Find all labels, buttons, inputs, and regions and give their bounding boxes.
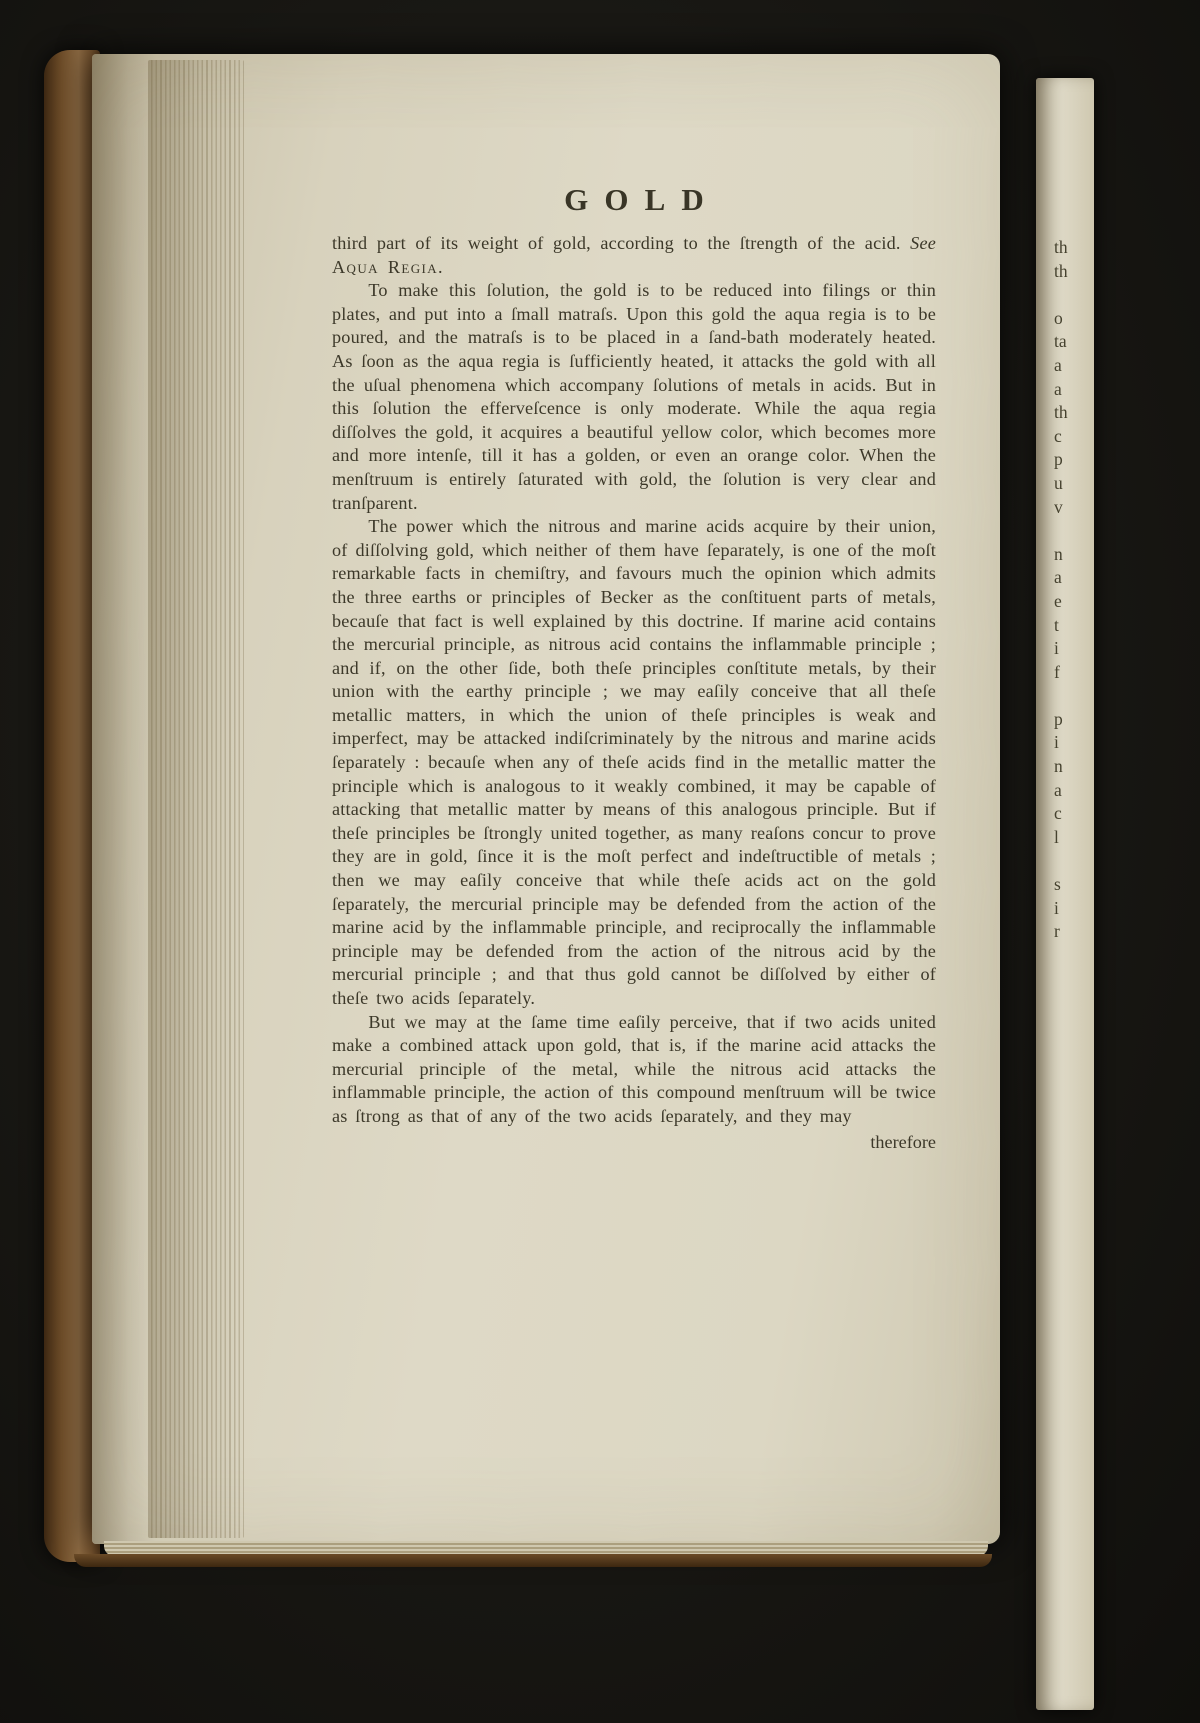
facing-page-line-fragment: t <box>1054 614 1059 635</box>
page-text-area <box>332 182 936 1154</box>
facing-page-line-fragment: th <box>1054 402 1068 423</box>
facing-page-line-fragment: c <box>1054 803 1062 824</box>
facing-page-line-fragment: f <box>1054 661 1060 682</box>
facing-page-fragments <box>1036 78 1094 944</box>
book-board-bottom <box>74 1554 992 1567</box>
paragraph <box>332 232 936 279</box>
facing-page-line-fragment: n <box>1054 543 1063 564</box>
paragraph <box>332 515 936 1010</box>
facing-page-line-fragment: a <box>1054 779 1062 800</box>
facing-page-line-fragment: th <box>1054 260 1068 281</box>
paragraph-segment: See <box>910 233 936 253</box>
paragraph-segment: To make this ſolution, the gold is to be reduced into filings or thin plates, and put into a ſmall matraſs. Upon this gold the aqua regia is to be poured, and the matraſs is to be placed in a ſand-bath moderately heated. As ſoon as the aqua regia is ſufficiently heated, it attacks the gold with all the uſual phenomena which accompany ſolutions of metals in acids. But in this ſolution the efferveſcence is only moderate. While the aqua regia diſſolves the gold, it acquires a beautiful yellow color, which becomes more and more intenſe, till it has a golden, or even an orange color. When the menſtruum is entirely ſaturated with gold, the ſolution is very clear and tranſparent. <box>332 280 936 513</box>
catchword: therefore <box>870 1131 936 1152</box>
paragraph-segment: The power which the nitrous and marine acids acquire by their union, of diſſolving gold, which neither of them have ſeparately, is one of the moſt remarkable facts in chemiſtry, and favours much the opinion which admits the three earths or principles of Becker as the conſtituent parts of metals, becauſe that fact is well explained by this doctrine. If marine acid contains the mercurial principle, as nitrous acid contains the inflammable principle ; and if, on the other ſide, both theſe principles conſtitute metals, by their union with the earthy principle ; we may eaſily conceive that all theſe metallic matters, in which the union of theſe principles is weak and imperfect, may be attacked indiſcriminately by the nitrous and marine acids ſeparately : becauſe when any of theſe acids find in the metallic matter the principle which is analogous to it weakly combined, it may be capable of attacking that metallic matter by means of this analogous principle. But if theſe principles be ſtrongly united together, as many reaſons concur to prove they are in gold, ſince it is the moſt perfect and indeſtructible of metals ; then we may eaſily conceive that while theſe acids act on the gold ſeparately, the mercurial principle may be defended from the action of the marine acid by the inflammable principle, and reciprocally the inflammable principle may be defended from the action of the nitrous acid by the mercurial principle ; and that thus gold cannot be diſſolved by either of theſe two acids ſeparately. <box>332 516 936 1008</box>
facing-page-line-fragment <box>1054 684 1094 708</box>
facing-page-line-fragment: a <box>1054 567 1062 588</box>
facing-page-line-fragment: i <box>1054 732 1059 753</box>
facing-page-line-fragment: v <box>1054 496 1063 517</box>
facing-page-line-fragment: i <box>1054 638 1059 659</box>
facing-page-line-fragment: a <box>1054 378 1062 399</box>
facing-page-line-fragment <box>1054 519 1094 543</box>
page-paragraphs <box>332 232 936 1129</box>
facing-page-line-fragment: n <box>1054 756 1063 777</box>
facing-page-line-fragment: e <box>1054 590 1062 611</box>
facing-page-line-fragment: th <box>1054 237 1068 257</box>
book-page <box>92 54 1000 1544</box>
page-heading: GOLD <box>564 182 720 217</box>
facing-page-sliver <box>1036 78 1094 1710</box>
facing-page-line-fragment: o <box>1054 307 1063 328</box>
facing-page-line-fragment: ta <box>1054 331 1067 352</box>
paragraph <box>332 279 936 515</box>
facing-page-line-fragment: c <box>1054 425 1062 446</box>
facing-page-line-fragment <box>1054 283 1094 307</box>
paragraph-segment: But we may at the ſame time eaſily perceive, that if two acids united make a combined attack upon gold, that is, if the marine acid attacks the mercurial principle of the metal, while the nitrous acid attacks the inflammable principle, the action of this compound menſtruum will be twice as ſtrong as that of any of the two acids ſeparately, and they may <box>332 1011 936 1126</box>
facing-page-line-fragment: s <box>1054 874 1061 895</box>
facing-page-line-fragment: l <box>1054 826 1059 847</box>
facing-page-line-fragment: p <box>1054 708 1063 729</box>
facing-page-line-fragment: p <box>1054 449 1063 470</box>
paragraph-segment: Aqua Regia <box>332 256 439 277</box>
facing-page-line-fragment: u <box>1054 472 1063 493</box>
paragraph-segment: . <box>438 256 443 277</box>
facing-page-line-fragment: a <box>1054 354 1062 375</box>
paragraph <box>332 1011 936 1129</box>
facing-page-line-fragment <box>1054 849 1094 873</box>
paragraph-segment: third part of its weight of gold, according to the ſtrength of the acid. <box>332 233 911 253</box>
facing-page-line-fragment: r <box>1054 921 1060 942</box>
facing-page-line-fragment: i <box>1054 897 1059 918</box>
